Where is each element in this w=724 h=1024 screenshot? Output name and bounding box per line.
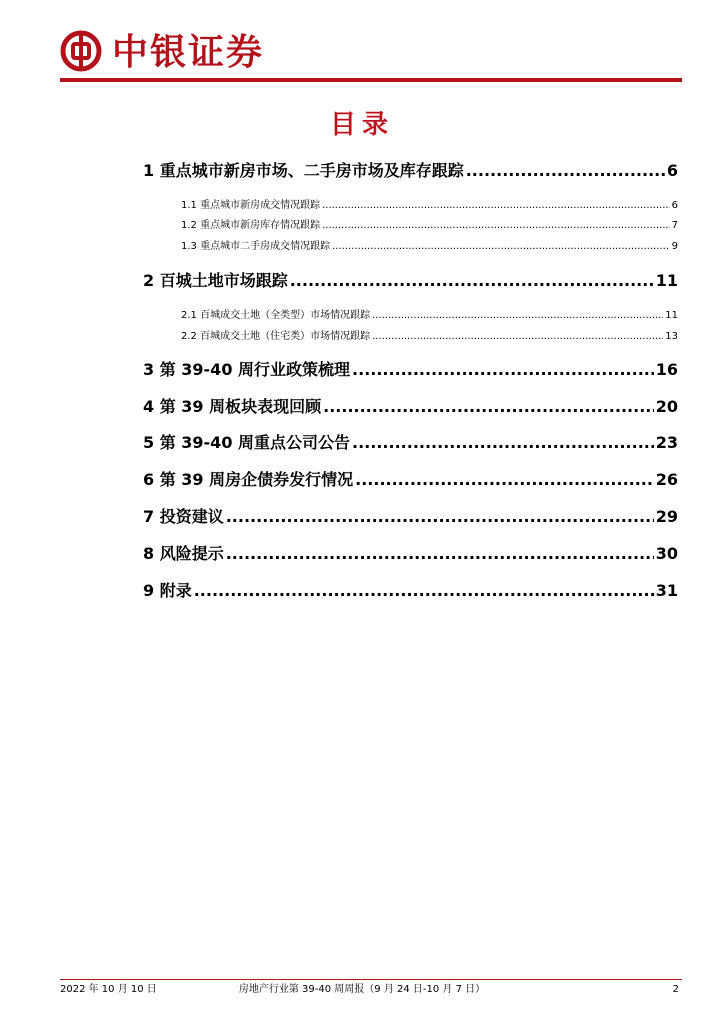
toc-entry-label: 5 第 39-40 周重点公司公告 <box>143 433 351 452</box>
toc-entry-page: 31 <box>655 581 678 600</box>
toc-entry[interactable] <box>181 196 678 211</box>
toc-entry[interactable] <box>143 158 678 181</box>
toc-entry-page: 6 <box>666 161 678 180</box>
toc-entry-page: 13 <box>665 331 678 342</box>
toc-entry[interactable] <box>181 237 678 252</box>
toc-entry-label: 9 附录 <box>143 581 192 600</box>
toc-entry-page: 30 <box>655 544 678 563</box>
toc-entry-page: 23 <box>655 433 678 452</box>
toc-entry-label: 1 重点城市新房市场、二手房市场及库存跟踪 <box>143 161 464 180</box>
footer-divider <box>60 979 682 980</box>
toc-leader-dots <box>372 310 663 321</box>
toc-entry-label: 8 风险提示 <box>143 544 224 563</box>
toc-entry[interactable] <box>143 268 678 291</box>
toc-leader-dots <box>352 433 654 452</box>
toc-leader-dots <box>322 200 670 211</box>
toc-leader-dots <box>372 331 663 342</box>
toc-entry-page: 11 <box>655 271 678 290</box>
toc-entry-label: 1.1 重点城市新房成交情况跟踪 <box>181 200 321 211</box>
toc-entry-page: 11 <box>665 310 678 321</box>
toc-title: 目录 <box>329 110 394 140</box>
toc-leader-dots <box>322 220 670 231</box>
brand-name: 中银证券 <box>112 31 265 73</box>
toc-leader-dots <box>355 470 654 489</box>
toc-entry-label: 2.2 百城成交土地（住宅类）市场情况跟踪 <box>181 331 371 342</box>
toc-entry-page: 6 <box>671 200 678 211</box>
toc-entry-label: 6 第 39 周房企债券发行情况 <box>143 470 354 489</box>
footer-report-title: 房地产行业第 39-40 周周报（9 月 24 日-10 月 7 日） <box>238 984 486 995</box>
toc-entry-label: 7 投资建议 <box>143 507 224 526</box>
toc-entry[interactable] <box>143 357 678 380</box>
toc-entry-label: 1.2 重点城市新房库存情况跟踪 <box>181 220 321 231</box>
toc-entry-label: 2 百城土地市场跟踪 <box>143 271 288 290</box>
toc-entry-page: 29 <box>655 507 678 526</box>
toc-entry-label: 3 第 39-40 周行业政策梳理 <box>143 360 351 379</box>
toc-entry[interactable] <box>143 394 678 417</box>
toc-entry-page: 9 <box>671 241 678 252</box>
toc-leader-dots <box>290 271 654 290</box>
toc-entry[interactable] <box>181 216 678 231</box>
toc-leader-dots <box>466 161 665 180</box>
toc-leader-dots <box>352 360 654 379</box>
toc-entry[interactable] <box>143 504 678 527</box>
toc-entry[interactable] <box>143 541 678 564</box>
toc-leader-dots <box>332 241 670 252</box>
toc-entry[interactable] <box>181 306 678 321</box>
toc-entry-label: 4 第 39 周板块表现回顾 <box>143 397 322 416</box>
footer-page-number: 2 <box>672 984 679 995</box>
toc-entry-page: 20 <box>655 397 678 416</box>
toc-entry-label: 2.1 百城成交土地（全类型）市场情况跟踪 <box>181 310 371 321</box>
footer-date: 2022 年 10 月 10 日 <box>60 984 157 995</box>
header-divider <box>60 78 682 82</box>
toc-entry-label: 1.3 重点城市二手房成交情况跟踪 <box>181 241 331 252</box>
bank-of-china-logo-icon <box>60 30 102 72</box>
toc-entry-page: 26 <box>655 470 678 489</box>
toc-leader-dots <box>323 397 654 416</box>
page-header <box>0 0 724 84</box>
toc-entry[interactable] <box>143 430 678 453</box>
toc-leader-dots <box>194 581 654 600</box>
toc-entry-page: 16 <box>655 360 678 379</box>
toc-leader-dots <box>226 507 654 526</box>
toc-entry[interactable] <box>143 578 678 601</box>
toc-entry[interactable] <box>181 327 678 342</box>
toc-entry[interactable] <box>143 467 678 490</box>
toc-leader-dots <box>226 544 654 563</box>
toc-entry-page: 7 <box>671 220 678 231</box>
